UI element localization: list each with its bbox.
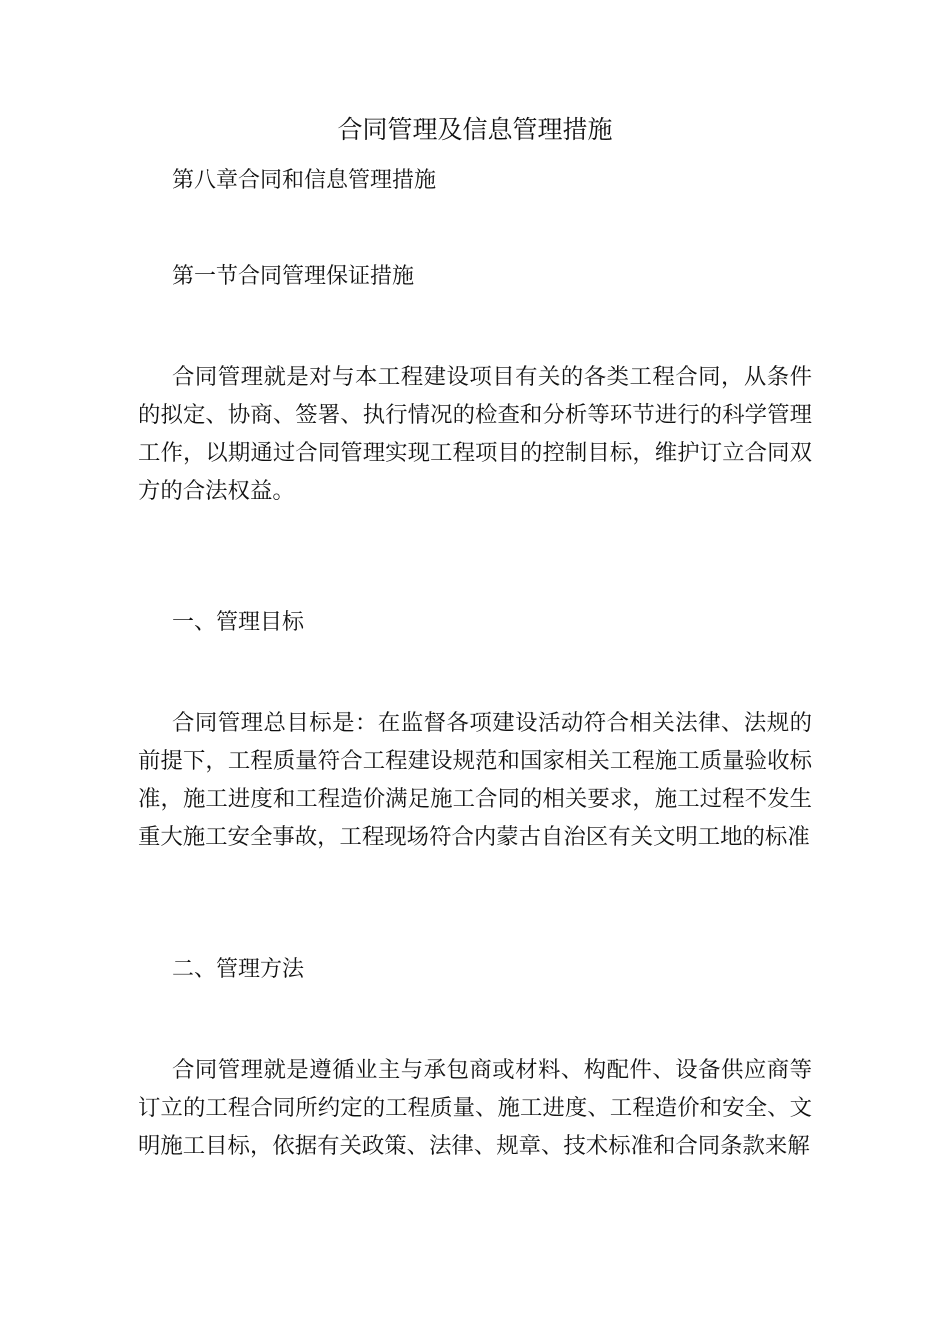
section-heading: 第一节合同管理保证措施 bbox=[172, 264, 415, 289]
paragraph-management-goals: 合同管理总目标是：在监督各项建设活动符合相关法律、法规的前提下，工程质量符合工程建设规范和国家相关工程施工质量验收标准，施工进度和工程造价满足施工合同的相关要求，施工过程不发生重大施工安全事故，工程现场符合内蒙古自治区有关文明工地的标准 bbox=[138, 710, 812, 850]
paragraph-contract-management-definition: 合同管理就是对与本工程建设项目有关的各类工程合同，从条件的拟定、协商、签署、执行情况的检查和分析等环节进行的科学管理工作，以期通过合同管理实现工程项目的控制目标，维护订立合同双方的合法权益。 bbox=[138, 364, 812, 504]
subheading-management-methods: 二、管理方法 bbox=[172, 957, 305, 982]
document-title: 合同管理及信息管理措施 bbox=[337, 115, 613, 144]
subheading-management-goals: 一、管理目标 bbox=[172, 610, 305, 635]
paragraph-management-methods: 合同管理就是遵循业主与承包商或材料、构配件、设备供应商等订立的工程合同所约定的工程质量、施工进度、工程造价和安全、文明施工目标，依据有关政策、法律、规章、技术标准和合同条款来解 bbox=[138, 1057, 812, 1159]
chapter-heading: 第八章合同和信息管理措施 bbox=[172, 168, 437, 193]
